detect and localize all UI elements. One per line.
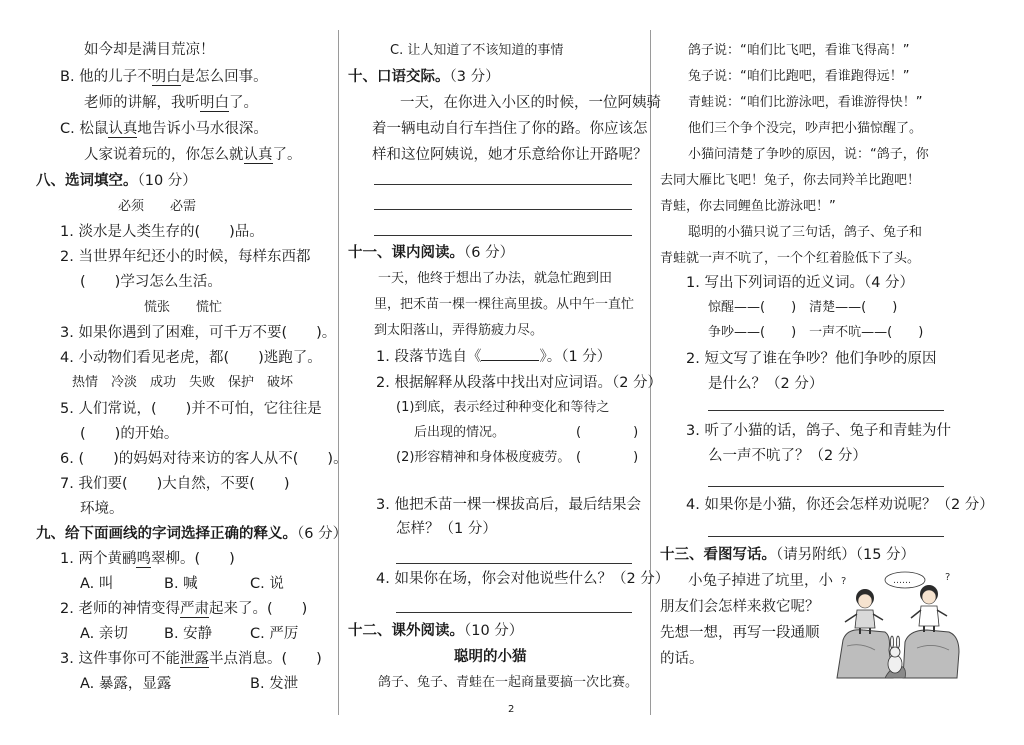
story-question-3-cont: 么一声不吭了？（2 分） <box>708 448 867 464</box>
question-2-cont: ( )学习怎么生活。 <box>80 274 222 290</box>
question-5: 5. 人们常说，( )并不可怕，它往往是 <box>60 401 322 417</box>
reading-passage: 一天，他终于想出了办法，就急忙跑到田 <box>378 271 613 286</box>
writing-prompt: 的话。 <box>660 651 704 667</box>
story-title: 聪明的小猫 <box>454 649 527 665</box>
reading-question-3: 3. 他把禾苗一棵一棵拔高后，最后结果会 <box>376 497 641 513</box>
reading-question-4: 4. 如果你在场，你会对他说些什么？（2 分） <box>376 571 670 587</box>
rabbit-rescue-illustration <box>833 570 963 680</box>
writing-prompt: 小兔子掉进了坑里，小 <box>688 573 833 589</box>
svg-text:?: ? <box>945 572 951 583</box>
meaning-options-2: A. 亲切 B. 安静 C. 严厉 <box>80 626 299 642</box>
question-2: 2. 当世界年纪还小的时候，每样东西都 <box>60 249 311 265</box>
column-divider-1 <box>338 30 339 715</box>
fill-blank <box>481 346 539 361</box>
passage-line: 着一辆电动自行车挡住了你的路。你应该怎 <box>372 121 648 137</box>
answer-line <box>396 612 632 613</box>
story-line: 去同大雁比飞吧！兔子，你去同羚羊比跑吧！ <box>660 173 921 188</box>
answer-paren: ( ) <box>576 450 639 465</box>
answer-line <box>396 563 632 564</box>
story-line: 青蛙说：“咱们比游泳吧，看谁游得快！” <box>688 95 923 110</box>
reading-question-1: 1. 段落节选自《 》。（1 分） <box>376 346 611 368</box>
answer-paren: ( ) <box>576 425 639 440</box>
definition-1: (1)到底，表示经过种种变化和等待之 <box>396 400 610 415</box>
answer-line <box>374 209 632 210</box>
question-5-cont: ( )的开始。 <box>80 426 179 442</box>
synonym-row-1: 惊醒——( ) 清楚——( ) <box>708 300 898 315</box>
reading-question-3-cont: 怎样？（1 分） <box>396 521 497 537</box>
text-line: 如今却是满目荒凉！ <box>84 42 215 58</box>
story-line: 青蛙，你去同鲤鱼比游泳吧！” <box>660 199 836 214</box>
reading-passage: 到太阳落山，弄得筋疲力尽。 <box>374 323 544 338</box>
story-line: 鸽子、兔子、青蛙在一起商量要搞一次比赛。 <box>378 675 639 690</box>
section-heading-11: 十一、课内阅读。（6 分） <box>348 245 515 261</box>
answer-line <box>708 536 944 537</box>
question-4: 4. 小动物们看见老虎，都( )逃跑了。 <box>60 350 322 366</box>
meaning-question-2: 2. 老师的神情变得严肃起来了。( ) <box>60 601 308 617</box>
synonym-row-2: 争吵——( ) 一声不吭——( ) <box>708 325 924 340</box>
option-b: B. 他的儿子不明白是怎么回事。 <box>60 69 268 85</box>
section-heading-12: 十二、课外阅读。（10 分） <box>348 623 524 639</box>
story-line: 兔子说：“咱们比跑吧，看谁跑得远！” <box>688 69 910 84</box>
story-question-4: 4. 如果你是小猫，你还会怎样劝说呢？（2 分） <box>686 497 994 513</box>
answer-line <box>708 486 944 487</box>
meaning-question-3: 3. 这件事你可不能泄露半点消息。( ) <box>60 651 322 667</box>
example-sentence: 人家说着玩的，你怎么就认真了。 <box>84 147 302 163</box>
section-heading-10: 十、口语交际。（3 分） <box>348 69 500 85</box>
story-line: 他们三个争个没完，吵声把小猫惊醒了。 <box>688 121 923 136</box>
answer-line <box>374 235 632 236</box>
story-question-2: 2. 短文写了谁在争吵？他们争吵的原因 <box>686 351 937 367</box>
word-choices: 必须 必需 <box>118 199 197 214</box>
question-7: 7. 我们要( )大自然，不要( ) <box>60 476 290 492</box>
section-heading-13: 十三、看图写话。（请另附纸）（15 分） <box>660 547 916 563</box>
meaning-options-1: A. 叫 B. 喊 C. 说 <box>80 576 284 592</box>
section-heading-8: 八、选词填空。（10 分） <box>36 173 197 189</box>
answer-line <box>374 184 632 185</box>
writing-prompt: 先想一想，再写一段通顺 <box>660 625 820 641</box>
meaning-options-3: A. 暴露，显露 B. 发泄 <box>80 676 299 692</box>
word-choices: 慌张 慌忙 <box>144 300 223 315</box>
svg-text:?: ? <box>841 576 847 587</box>
story-line: 小猫问清楚了争吵的原因，说：“鸽子，你 <box>688 147 929 162</box>
section-heading-9: 九、给下面画线的字词选择正确的释义。（6 分） <box>36 526 348 542</box>
story-line: 鸽子说：“咱们比飞吧，看谁飞得高！” <box>688 43 910 58</box>
question-1: 1. 淡水是人类生存的( )品。 <box>60 224 264 240</box>
answer-line <box>708 410 944 411</box>
reading-question-2: 2. 根据解释从段落中找出对应词语。（2 分） <box>376 375 663 391</box>
example-sentence: 老师的讲解，我听明白了。 <box>84 95 258 111</box>
story-question-3: 3. 听了小猫的话，鸽子、兔子和青蛙为什 <box>686 423 951 439</box>
option-c-meaning: C. 让人知道了不该知道的事情 <box>390 43 564 58</box>
story-line: 青蛙就一声不吭了，一个个红着脸低下了头。 <box>660 251 921 266</box>
question-3: 3. 如果你遇到了困难，可千万不要( )。 <box>60 325 337 341</box>
story-question-2-cont: 是什么？（2 分） <box>708 376 824 392</box>
story-line: 聪明的小猫只说了三句话，鸽子、兔子和 <box>688 225 923 240</box>
passage-line: 一天，在你进入小区的时候，一位阿姨骑 <box>400 95 661 111</box>
passage-line: 样和这位阿姨说，她才乐意给你让开路呢？ <box>372 147 648 163</box>
speech-bubble-text: …… <box>893 576 911 586</box>
option-c: C. 松鼠认真地告诉小马水很深。 <box>60 121 268 137</box>
word-choices: 热情 冷淡 成功 失败 保护 破坏 <box>72 375 294 390</box>
question-6: 6. ( )的妈妈对待来访的客人从不( )。 <box>60 451 348 467</box>
meaning-question-1: 1. 两个黄鹂鸣翠柳。( ) <box>60 551 235 567</box>
definition-1-cont: 后出现的情况。 <box>414 425 506 440</box>
writing-prompt: 朋友们会怎样来救它呢？ <box>660 599 820 615</box>
story-question-1: 1. 写出下列词语的近义词。（4 分） <box>686 275 915 291</box>
question-7-cont: 环境。 <box>80 501 124 517</box>
definition-2: (2)形容精神和身体极度疲劳。 <box>396 450 571 465</box>
reading-passage: 里，把禾苗一棵一棵往高里拔。从中午一直忙 <box>374 297 635 312</box>
page-number: 2 <box>508 704 515 715</box>
